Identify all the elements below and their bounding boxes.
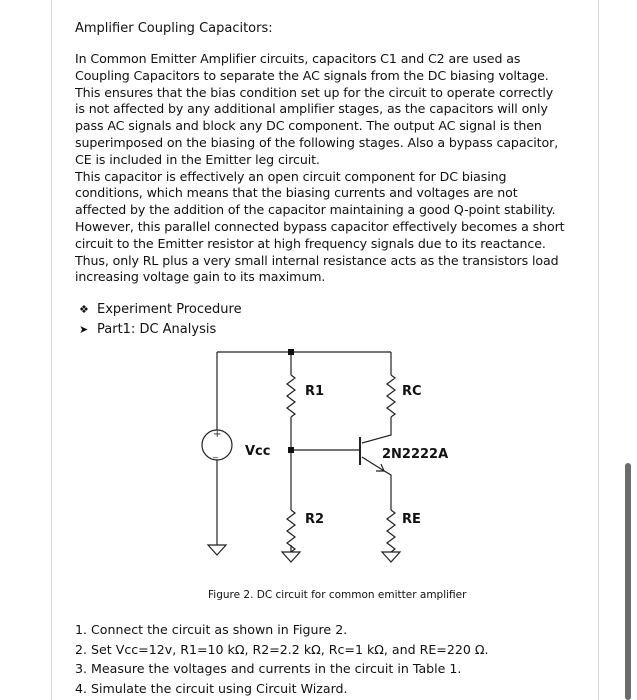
paragraph-line: CE is included in the Emitter leg circuit. bbox=[75, 151, 320, 167]
emitter-lead bbox=[362, 457, 381, 469]
diamond-bullet-icon: ❖ bbox=[79, 303, 89, 316]
paragraph-line: conditions, which means that the biasing currents and voltages are not bbox=[75, 185, 518, 201]
rc-label: RC bbox=[402, 384, 422, 399]
source-plus-label: + bbox=[213, 429, 222, 440]
vcc-label: Vcc bbox=[245, 444, 271, 459]
emitter-wire bbox=[381, 469, 391, 510]
junction-dot bbox=[288, 447, 294, 453]
paragraph-line: increasing voltage gain to its maximum. bbox=[75, 269, 326, 285]
paragraph-line: superimposed on the biasing of the following stages. Also a bypass capacitor, bbox=[75, 134, 559, 150]
re-resistor-symbol bbox=[387, 510, 395, 552]
paragraph-line: However, this parallel connected bypass capacitor effectively becomes a short bbox=[75, 218, 565, 234]
rc-resistor-symbol bbox=[387, 375, 395, 417]
paragraph-line: is not affected by any additional amplifier stages, as the capacitors will only bbox=[75, 101, 548, 117]
section-heading: Amplifier Coupling Capacitors: bbox=[75, 21, 273, 36]
procedure-steps bbox=[75, 620, 489, 699]
paragraph-line: In Common Emitter Amplifier circuits, capacitors C1 and C2 are used as bbox=[75, 51, 521, 66]
junction-dot bbox=[288, 349, 294, 355]
step-item: 2. Set Vcc=12v, R1=10 kΩ, R2=2.2 kΩ, Rc=1 kΩ, and RE=220 Ω. bbox=[75, 641, 489, 657]
paragraph-line: pass AC signals and block any DC component. The output AC signal is then bbox=[75, 118, 542, 134]
figure-caption: Figure 2. DC circuit for common emitter amplifier bbox=[208, 589, 467, 601]
step-item: 1. Connect the circuit as shown in Figure 2. bbox=[75, 622, 348, 637]
collector-wire bbox=[362, 417, 391, 443]
paragraph-line: circuit to the Emitter resistor at high frequency signals due to its reactance. bbox=[75, 235, 546, 251]
source-minus-label: _ bbox=[213, 448, 218, 459]
paragraph-line: Thus, only RL plus a very small internal resistance acts as the transistors load bbox=[75, 252, 559, 268]
r1-label: R1 bbox=[305, 384, 325, 399]
paragraph-line: Coupling Capacitors to separate the AC signals from the DC biasing voltage. bbox=[75, 67, 549, 83]
bullet-experiment-procedure bbox=[79, 302, 242, 317]
circuit-diagram bbox=[200, 345, 460, 575]
bullet-part1 bbox=[79, 322, 216, 337]
ground-icon bbox=[382, 552, 400, 562]
transistor-label: 2N2222A bbox=[382, 447, 449, 462]
vertical-scrollbar[interactable] bbox=[625, 463, 631, 700]
bullet-text: Experiment Procedure bbox=[97, 302, 242, 317]
step-item: 4. Simulate the circuit using Circuit Wizard. bbox=[75, 681, 348, 697]
re-label: RE bbox=[402, 512, 421, 527]
paragraph-line: This ensures that the bias condition set up for the circuit to operate correctly bbox=[75, 84, 554, 100]
r2-label: R2 bbox=[305, 512, 325, 527]
step-item: 3. Measure the voltages and currents in the circuit in Table 1. bbox=[75, 661, 462, 677]
paragraph-line: This capacitor is effectively an open circuit component for DC biasing bbox=[75, 168, 507, 184]
arrow-bullet-icon: ➤ bbox=[79, 323, 89, 336]
bullet-text: Part1: DC Analysis bbox=[97, 322, 217, 337]
ground-icon bbox=[282, 552, 300, 562]
body-paragraph bbox=[75, 51, 575, 286]
paragraph-line: affected by the addition of the capacitor maintaining a good Q-point stability. bbox=[75, 202, 556, 218]
r1-resistor-symbol bbox=[287, 375, 295, 417]
ground-icon bbox=[208, 545, 226, 555]
